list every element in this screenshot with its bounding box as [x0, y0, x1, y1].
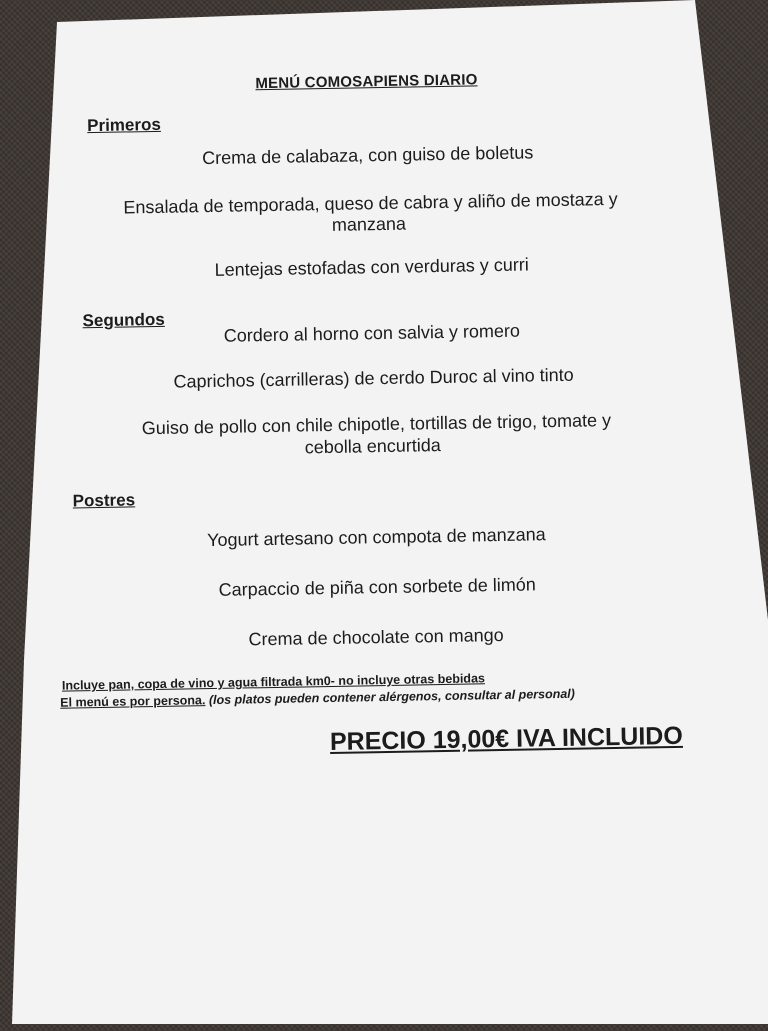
- dish-postres-3: Crema de chocolate con mango: [248, 624, 504, 650]
- dish-primeros-3: Lentejas estofadas con verduras y curri: [214, 254, 529, 280]
- includes-note-text: Incluye pan, copa de vino y agua filtrada km0- no incluye otras bebidas: [61, 671, 486, 693]
- dish-primeros-2-line1: Ensalada de temporada, queso de cabra y aliño de mostaza y: [123, 188, 618, 218]
- dish-segundos-3-line1: Guiso de pollo con chile chipotle, tortillas de trigo, tomate y: [141, 410, 612, 439]
- section-heading-segundos: Segundos: [82, 309, 165, 331]
- dish-primeros-2-line2: manzana: [331, 213, 407, 235]
- menu-price: PRECIO 19,00€ IVA INCLUIDO: [329, 721, 684, 756]
- dish-segundos-3-line2: cebolla encurtida: [304, 435, 442, 458]
- dish-segundos-1: Cordero al horno con salvia y romero: [223, 320, 521, 346]
- section-heading-primeros: Primeros: [87, 114, 162, 136]
- dish-postres-1: Yogurt artesano con compota de manzana: [206, 524, 546, 551]
- dish-segundos-2: Caprichos (carrilleras) de cerdo Duroc al vino tinto: [173, 364, 574, 392]
- section-heading-postres: Postres: [72, 490, 136, 511]
- dish-primeros-1: Crema de calabaza, con guiso de boletus: [201, 142, 534, 169]
- per-person-text: El menú es por persona.: [60, 693, 206, 710]
- allergens-note: (los platos pueden contener alérgenos, consultar al personal): [205, 686, 575, 708]
- menu-title: MENÚ COMOSAPIENS DIARIO: [255, 71, 478, 93]
- dish-postres-2: Carpaccio de piña con sorbete de limón: [218, 574, 537, 600]
